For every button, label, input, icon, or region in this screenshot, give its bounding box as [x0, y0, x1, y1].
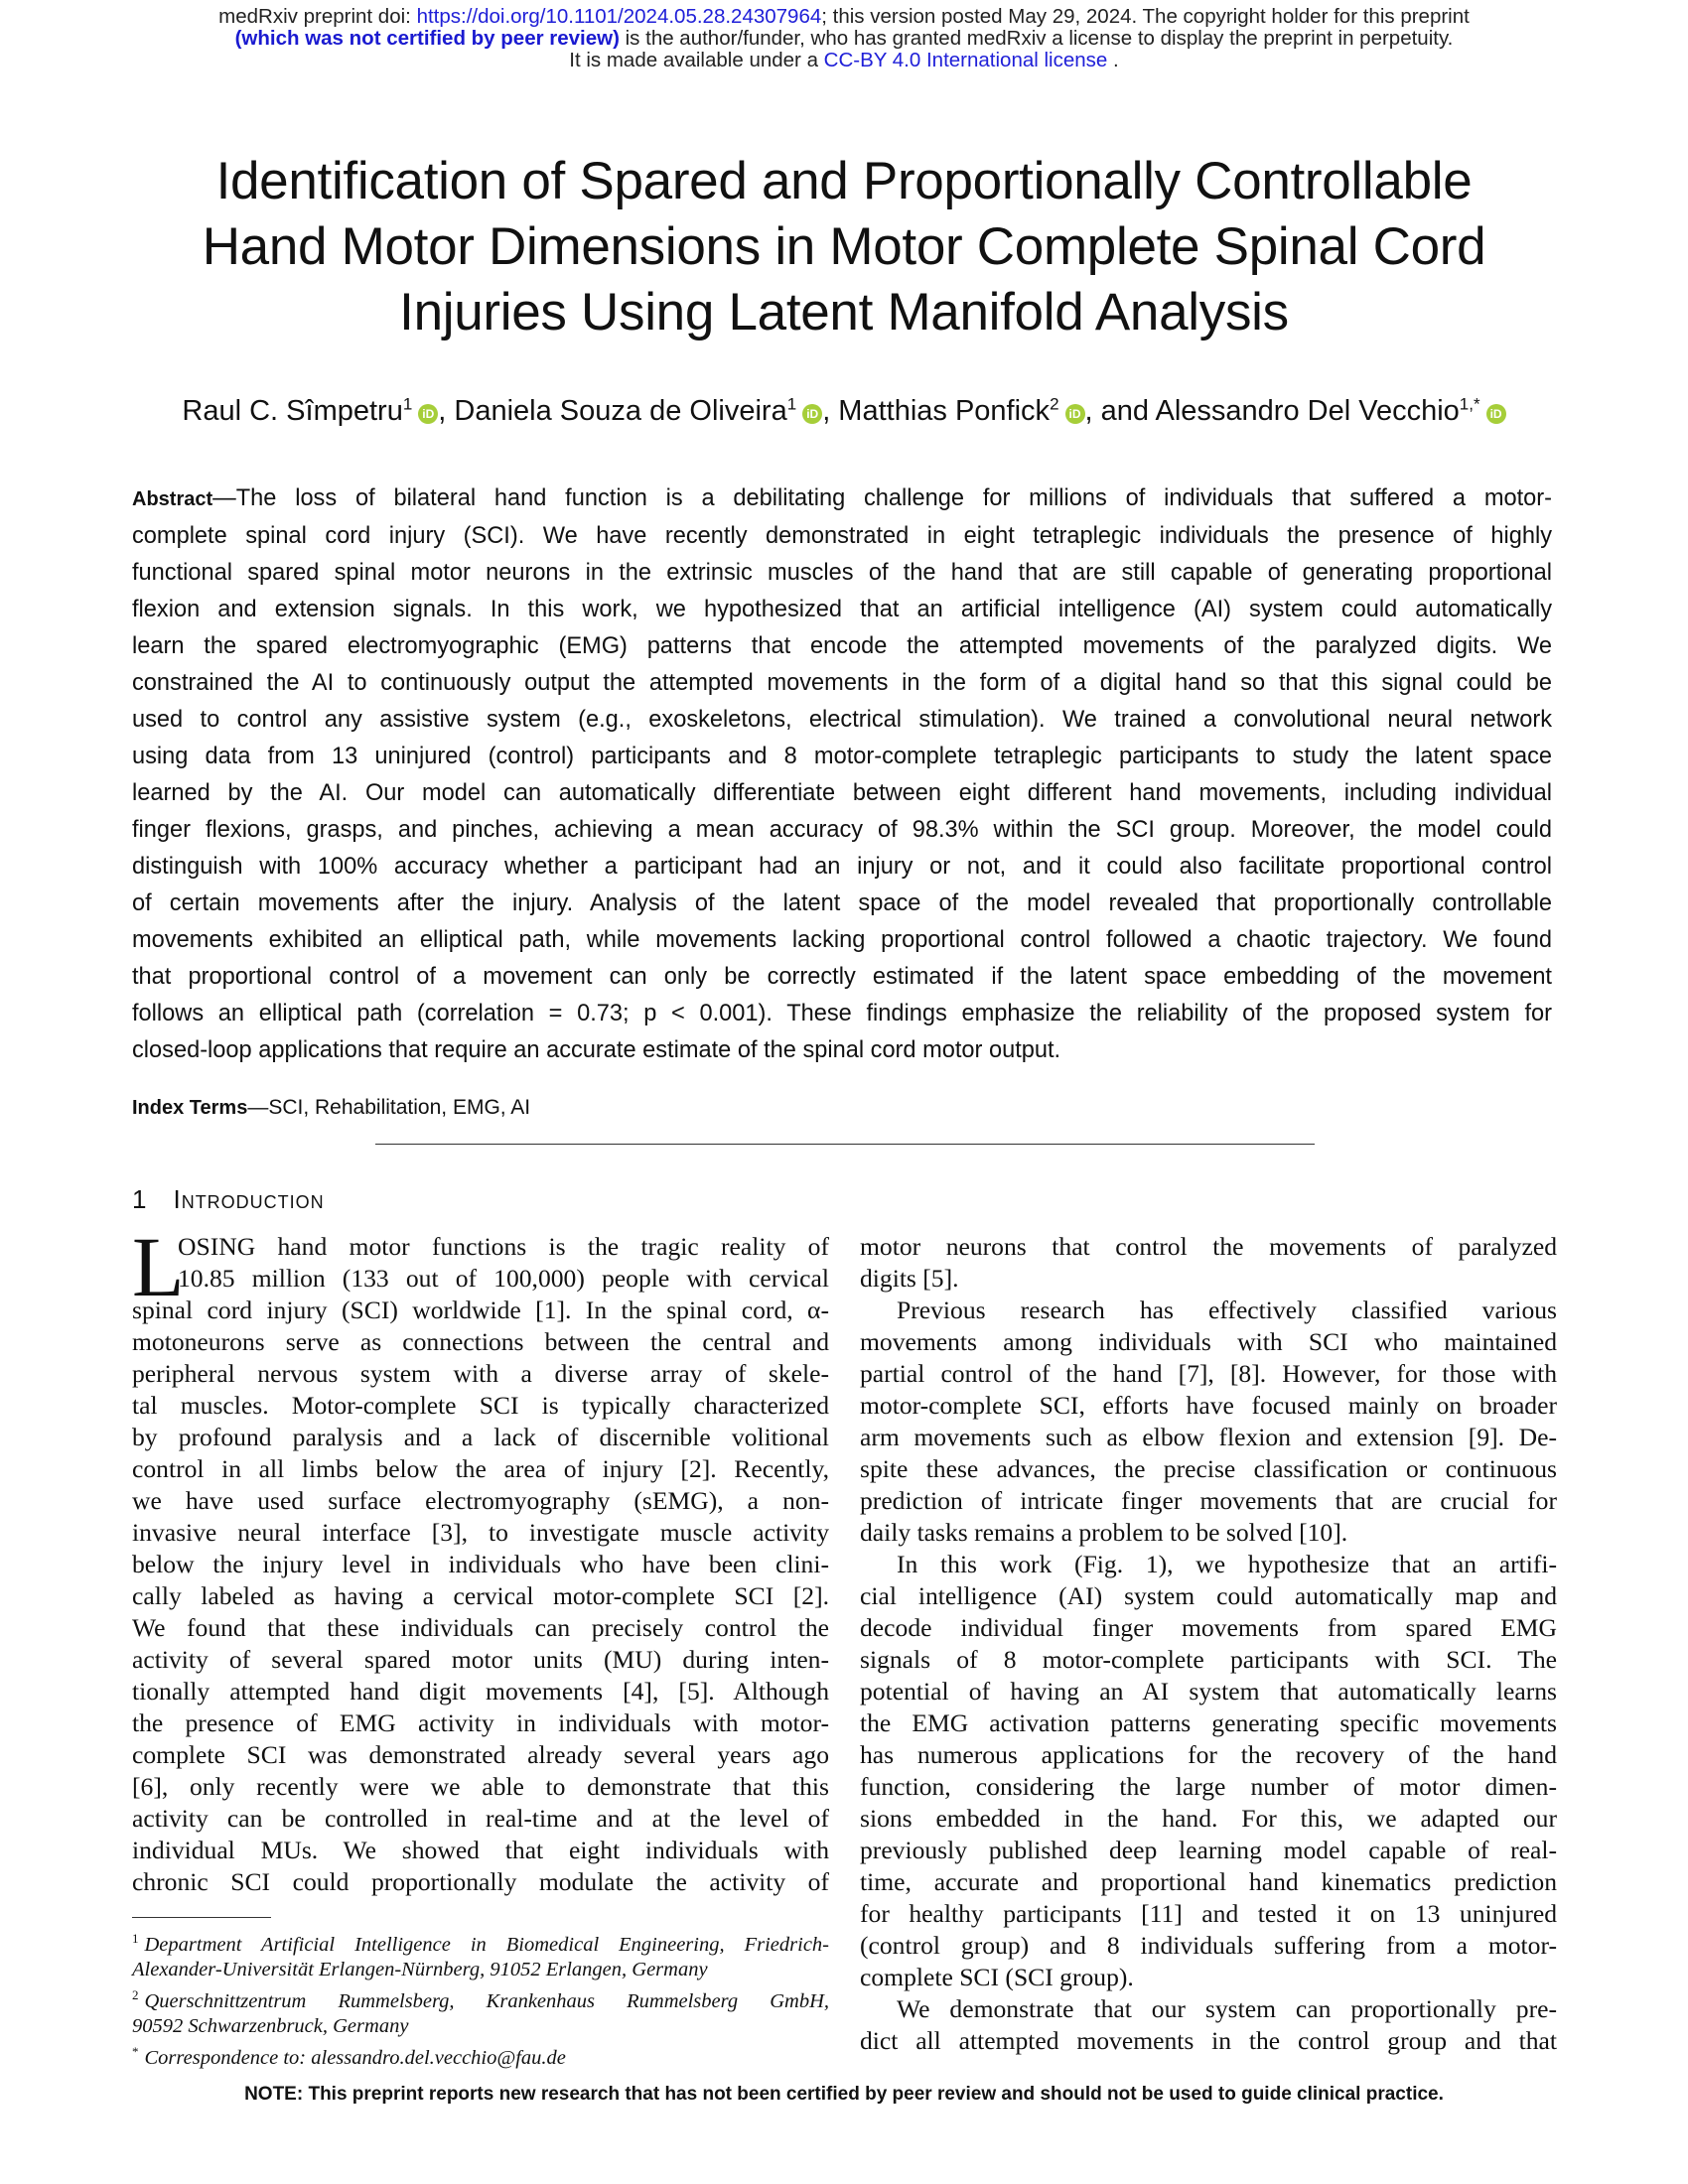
- body-line: prediction of intricate finger movements that are crucial for: [860, 1486, 1557, 1515]
- right-column: [860, 1231, 1557, 2057]
- footnote-line: [132, 2039, 829, 2071]
- body-line: for healthy participants [11] and tested it on 13 uninjured: [860, 1899, 1557, 1928]
- body-line: We demonstrate that our system can proportionally pre-: [897, 1994, 1557, 2023]
- body-line: tal muscles. Motor-complete SCI is typically characterized: [132, 1391, 829, 1420]
- body-line: the presence of EMG activity in individuals with motor-: [132, 1708, 829, 1737]
- preprint-banner: [0, 6, 1688, 71]
- footnote-mark: *: [132, 2043, 139, 2059]
- peer-review-notice: (which was not certified by peer review): [234, 27, 620, 50]
- banner-prefix: medRxiv preprint doi:: [218, 5, 417, 28]
- abstract-line: distinguish with 100% accuracy whether a participant had an injury or not, and it could also facilitate proportional control: [132, 854, 1552, 880]
- affiliation-mark: 1: [786, 394, 797, 414]
- body-line: OSING hand motor functions is the tragic reality of: [178, 1232, 829, 1261]
- body-line: peripheral nervous system with a diverse array of skele-: [132, 1359, 829, 1388]
- author-list: [0, 393, 1688, 429]
- banner-posted-text: ; this version posted May 29, 2024. The copyright holder for this preprint: [821, 5, 1470, 28]
- abstract-line: closed-loop applications that require an accurate estimate of the spinal cord motor output.: [132, 1037, 1061, 1063]
- abstract-line: constrained the AI to continuously output the attempted movements in the form of a digital hand so that this signal could be: [132, 670, 1552, 696]
- banner-line-1: [0, 6, 1688, 28]
- abstract: [132, 480, 1552, 1069]
- body-line: cial intelligence (AI) system could automatically map and: [860, 1581, 1557, 1610]
- abstract-text: —The loss of bilateral hand function is a debilitating challenge for millions of individuals that suffered a motor-: [212, 485, 1552, 511]
- body-line: [6], only recently were we able to demonstrate that this: [132, 1772, 829, 1801]
- body-line: the EMG activation patterns generating specific movements: [860, 1708, 1557, 1737]
- abstract-line: learn the spared electromyographic (EMG) patterns that encode the attempted movements of the paralyzed digits. We: [132, 633, 1552, 659]
- banner-license-grant: is the author/funder, who has granted medRxiv a license to display the preprint in perpetuity.: [619, 27, 1454, 50]
- affiliation-mark: 1: [402, 394, 413, 414]
- abstract-label: Abstract: [132, 488, 213, 510]
- index-terms: [132, 1094, 530, 1122]
- title-line: Hand Motor Dimensions in Motor Complete Spinal Cord: [202, 217, 1486, 276]
- author-name: , and Alessandro Del Vecchio: [1084, 395, 1460, 427]
- doi-link[interactable]: https://doi.org/10.1101/2024.05.28.24307964: [416, 5, 822, 28]
- section-title: Introduction: [173, 1184, 325, 1214]
- body-line: complete SCI (SCI group).: [860, 1963, 1134, 1991]
- abstract-line: movements exhibited an elliptical path, while movements lacking proportional control followed a chaotic trajectory. We found: [132, 927, 1552, 953]
- drop-cap: L: [132, 1219, 185, 1314]
- paper-title: [129, 149, 1559, 345]
- footnotes: [132, 1926, 829, 2070]
- body-line: complete SCI was demonstrated already several years ago: [132, 1740, 829, 1769]
- banner-line-3: [0, 50, 1688, 71]
- body-line: cally labeled as having a cervical motor-complete SCI [2].: [132, 1581, 829, 1610]
- abstract-line: functional spared spinal motor neurons in the extrinsic muscles of the hand that are still capable of generating proportional: [132, 560, 1552, 586]
- banner-available-text: It is made available under a: [569, 49, 824, 71]
- footnote-rule: [132, 1917, 271, 1918]
- body-line: signals of 8 motor-complete participants with SCI. The: [860, 1645, 1557, 1674]
- section-heading: [132, 1183, 325, 1215]
- body-line: partial control of the hand [7], [8]. However, for those with: [860, 1359, 1557, 1388]
- body-line: by profound paralysis and a lack of discernible volitional: [132, 1423, 829, 1451]
- body-line: control in all limbs below the area of injury [2]. Recently,: [132, 1454, 829, 1483]
- footnote-mark: 2: [132, 1986, 139, 2002]
- body-line: dict all attempted movements in the control group and that: [860, 2026, 1557, 2055]
- body-line: 10.85 million (133 out of 100,000) people with cervical: [178, 1264, 829, 1293]
- body-line: (control group) and 8 individuals suffering from a motor-: [860, 1931, 1557, 1960]
- index-terms-label: Index Terms: [132, 1097, 248, 1119]
- body-line: motoneurons serve as connections between the central and: [132, 1327, 829, 1356]
- abstract-line: follows an elliptical path (correlation = 0.73; p < 0.001). These findings emphasize the reliability of the proposed system for: [132, 1001, 1552, 1026]
- body-line: motor-complete SCI, efforts have focused mainly on broader: [860, 1391, 1557, 1420]
- affiliation-mark: 1,*: [1459, 394, 1480, 414]
- body-line: tionally attempted hand digit movements [4], [5]. Although: [132, 1677, 829, 1706]
- orcid-icon[interactable]: iD: [802, 404, 822, 424]
- abstract-line: learned by the AI. Our model can automatically differentiate between eight different hand movements, including individual: [132, 780, 1552, 806]
- body-line: activity of several spared motor units (MU) during inten-: [132, 1645, 829, 1674]
- author-name: , Daniela Souza de Oliveira: [438, 395, 787, 427]
- abstract-line: that proportional control of a movement can only be correctly estimated if the latent space embedding of the movement: [132, 964, 1552, 990]
- body-line: decode individual finger movements from spared EMG: [860, 1613, 1557, 1642]
- title-line: Injuries Using Latent Manifold Analysis: [399, 283, 1289, 341]
- body-line: we have used surface electromyography (sEMG), a non-: [132, 1486, 829, 1515]
- footnote-line: 90592 Schwarzenbruck, Germany: [132, 2014, 409, 2037]
- body-line: movements among individuals with SCI who maintained: [860, 1327, 1557, 1356]
- author-name: Raul C. Sîmpetru: [182, 395, 403, 427]
- body-line: activity can be controlled in real-time and at the level of: [132, 1804, 829, 1833]
- body-line: time, accurate and proportional hand kinematics prediction: [860, 1867, 1557, 1896]
- footnote-line: Alexander-Universität Erlangen-Nürnberg, 91052 Erlangen, Germany: [132, 1958, 708, 1980]
- abstract-line: used to control any assistive system (e.g., exoskeletons, electrical stimulation). We trained a convolutional neural network: [132, 707, 1552, 733]
- body-line: arm movements such as elbow flexion and extension [9]. De-: [860, 1423, 1557, 1451]
- abstract-line: flexion and extension signals. In this work, we hypothesized that an artificial intelligence (AI) system could automatically: [132, 597, 1552, 622]
- body-line: previously published deep learning model capable of real-: [860, 1836, 1557, 1864]
- body-line: has numerous applications for the recovery of the hand: [860, 1740, 1557, 1769]
- abstract-line: [132, 480, 1552, 518]
- section-number: 1: [132, 1184, 148, 1214]
- abstract-line: of certain movements after the injury. Analysis of the latent space of the model revealed that proportionally controllable: [132, 890, 1552, 916]
- orcid-icon[interactable]: iD: [418, 404, 438, 424]
- body-line: motor neurons that control the movements of paralyzed: [860, 1232, 1557, 1261]
- footnote-mark: 1: [132, 1931, 139, 1946]
- abstract-line: using data from 13 uninjured (control) participants and 8 motor-complete tetraplegic participants to study the latent space: [132, 744, 1552, 769]
- body-line: daily tasks remains a problem to be solved [10].: [860, 1518, 1348, 1547]
- orcid-icon[interactable]: iD: [1065, 404, 1085, 424]
- footnote-text: Querschnittzentrum Rummelsberg, Krankenhaus Rummelsberg GmbH,: [144, 1989, 829, 2012]
- body-line: invasive neural interface [3], to investigate muscle activity: [132, 1518, 829, 1547]
- title-line: Identification of Spared and Proportionally Controllable: [215, 152, 1473, 210]
- abstract-line: finger flexions, grasps, and pinches, achieving a mean accuracy of 98.3% within the SCI group. Moreover, the model could: [132, 817, 1552, 843]
- body-line: below the injury level in individuals who have been clini-: [132, 1550, 829, 1578]
- body-line: We found that these individuals can precisely control the: [132, 1613, 829, 1642]
- body-line: function, considering the large number of motor dimen-: [860, 1772, 1557, 1801]
- footnote-line: [132, 1926, 829, 1958]
- footnote-line: [132, 1982, 829, 2014]
- affiliation-mark: 2: [1050, 394, 1059, 414]
- body-line: Previous research has effectively classified various: [897, 1296, 1557, 1324]
- author-name: , Matthias Ponfick: [822, 395, 1051, 427]
- left-column: [132, 1219, 829, 1898]
- section-divider: [375, 1144, 1315, 1145]
- abstract-line: complete spinal cord injury (SCI). We have recently demonstrated in eight tetraplegic individuals the presence of highly: [132, 523, 1552, 549]
- body-line: chronic SCI could proportionally modulate the activity of: [132, 1867, 829, 1896]
- body-line: spite these advances, the precise classification or continuous: [860, 1454, 1557, 1483]
- index-terms-text: —SCI, Rehabilitation, EMG, AI: [247, 1096, 531, 1119]
- body-line: In this work (Fig. 1), we hypothesize that an artifi-: [897, 1550, 1557, 1578]
- clinical-practice-note: NOTE: This preprint reports new research that has not been certified by peer review and should not be used to guide clinical practice.: [244, 2084, 1444, 2105]
- banner-period: .: [1107, 49, 1119, 71]
- body-line: digits [5].: [860, 1264, 959, 1293]
- license-link[interactable]: CC-BY 4.0 International license: [823, 49, 1108, 71]
- banner-line-2: [0, 28, 1688, 50]
- body-line: spinal cord injury (SCI) worldwide [1]. In the spinal cord, α-: [132, 1296, 829, 1324]
- footnote-text: Department Artificial Intelligence in Biomedical Engineering, Friedrich-: [144, 1933, 829, 1956]
- body-line: sions embedded in the hand. For this, we adapted our: [860, 1804, 1557, 1833]
- correspondence-email[interactable]: Correspondence to: alessandro.del.vecchio@fau.de: [144, 2046, 566, 2069]
- body-line: potential of having an AI system that automatically learns: [860, 1677, 1557, 1706]
- body-line: individual MUs. We showed that eight individuals with: [132, 1836, 829, 1864]
- orcid-icon[interactable]: iD: [1486, 404, 1506, 424]
